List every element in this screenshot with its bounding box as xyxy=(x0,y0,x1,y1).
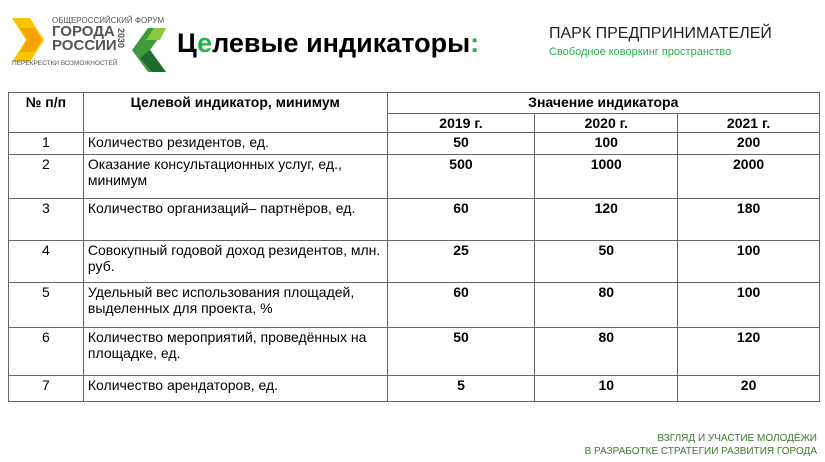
row-value: 50 xyxy=(535,241,678,283)
park-title: ПАРК ПРЕДПРИНИМАТЕЛЕЙ xyxy=(549,25,772,42)
row-value: 180 xyxy=(678,199,820,241)
row-value: 5 xyxy=(387,376,535,402)
park-subtitle: Свободное коворкинг пространство xyxy=(549,46,732,58)
row-indicator: Количество мероприятий, проведённых на площадке, ед. xyxy=(83,328,387,376)
table-row xyxy=(9,283,820,328)
row-num: 6 xyxy=(9,328,84,376)
table-row xyxy=(9,328,820,376)
row-value: 120 xyxy=(678,328,820,376)
row-num: 1 xyxy=(9,133,84,155)
row-value: 100 xyxy=(678,241,820,283)
row-value: 80 xyxy=(535,328,678,376)
row-indicator: Удельный вес использования площадей, выделенных для проекта, % xyxy=(83,283,387,328)
row-value: 120 xyxy=(535,199,678,241)
row-indicator: Количество резидентов, ед. xyxy=(83,133,387,155)
row-value: 1000 xyxy=(535,155,678,199)
row-value: 10 xyxy=(535,376,678,402)
green-chevron-icon xyxy=(132,28,166,72)
row-value: 20 xyxy=(678,376,820,402)
row-value: 80 xyxy=(535,283,678,328)
header-year: 2020 г. xyxy=(535,114,678,133)
header-year: 2019 г. xyxy=(387,114,535,133)
row-indicator: Оказание консультационных услуг, ед., минимум xyxy=(83,155,387,199)
row-value: 500 xyxy=(387,155,535,199)
table-row xyxy=(9,155,820,199)
row-indicator: Количество организаций– партнёров, ед. xyxy=(83,199,387,241)
header-num: № п/п xyxy=(9,93,84,133)
table-row xyxy=(9,199,820,241)
table-row xyxy=(9,376,820,402)
row-value: 200 xyxy=(678,133,820,155)
row-indicator: Совокупный годовой доход резидентов, млн. руб. xyxy=(83,241,387,283)
row-num: 5 xyxy=(9,283,84,328)
row-value: 50 xyxy=(387,328,535,376)
header-year: 2021 г. xyxy=(678,114,820,133)
row-num: 3 xyxy=(9,199,84,241)
table-row xyxy=(9,241,820,283)
yellow-chevron-icon xyxy=(12,18,52,62)
forum-logo: ОБЩЕРОССИЙСКИЙ ФОРУМ ГОРОДА РОССИИ 2030 ПЕРЕКРЕСТКИ ВОЗМОЖНОСТЕЙ xyxy=(12,14,167,70)
page-title: Целевые индикаторы: xyxy=(177,28,480,58)
row-indicator: Количество арендаторов, ед. xyxy=(83,376,387,402)
row-value: 60 xyxy=(387,283,535,328)
indicators-table xyxy=(8,92,820,402)
table-row xyxy=(9,133,820,155)
row-value: 60 xyxy=(387,199,535,241)
row-value: 100 xyxy=(678,283,820,328)
row-value: 50 xyxy=(387,133,535,155)
row-num: 2 xyxy=(9,155,84,199)
row-value: 25 xyxy=(387,241,535,283)
row-num: 4 xyxy=(9,241,84,283)
row-value: 2000 xyxy=(678,155,820,199)
footer-text: ВЗГЛЯД И УЧАСТИЕ МОЛОДЁЖИ В РАЗРАБОТКЕ СТРАТЕГИИ РАЗВИТИЯ ГОРОДА xyxy=(584,433,817,457)
header-value: Значение индикатора xyxy=(387,93,819,114)
header-indicator: Целевой индикатор, минимум xyxy=(83,93,387,133)
row-value: 100 xyxy=(535,133,678,155)
row-num: 7 xyxy=(9,376,84,402)
